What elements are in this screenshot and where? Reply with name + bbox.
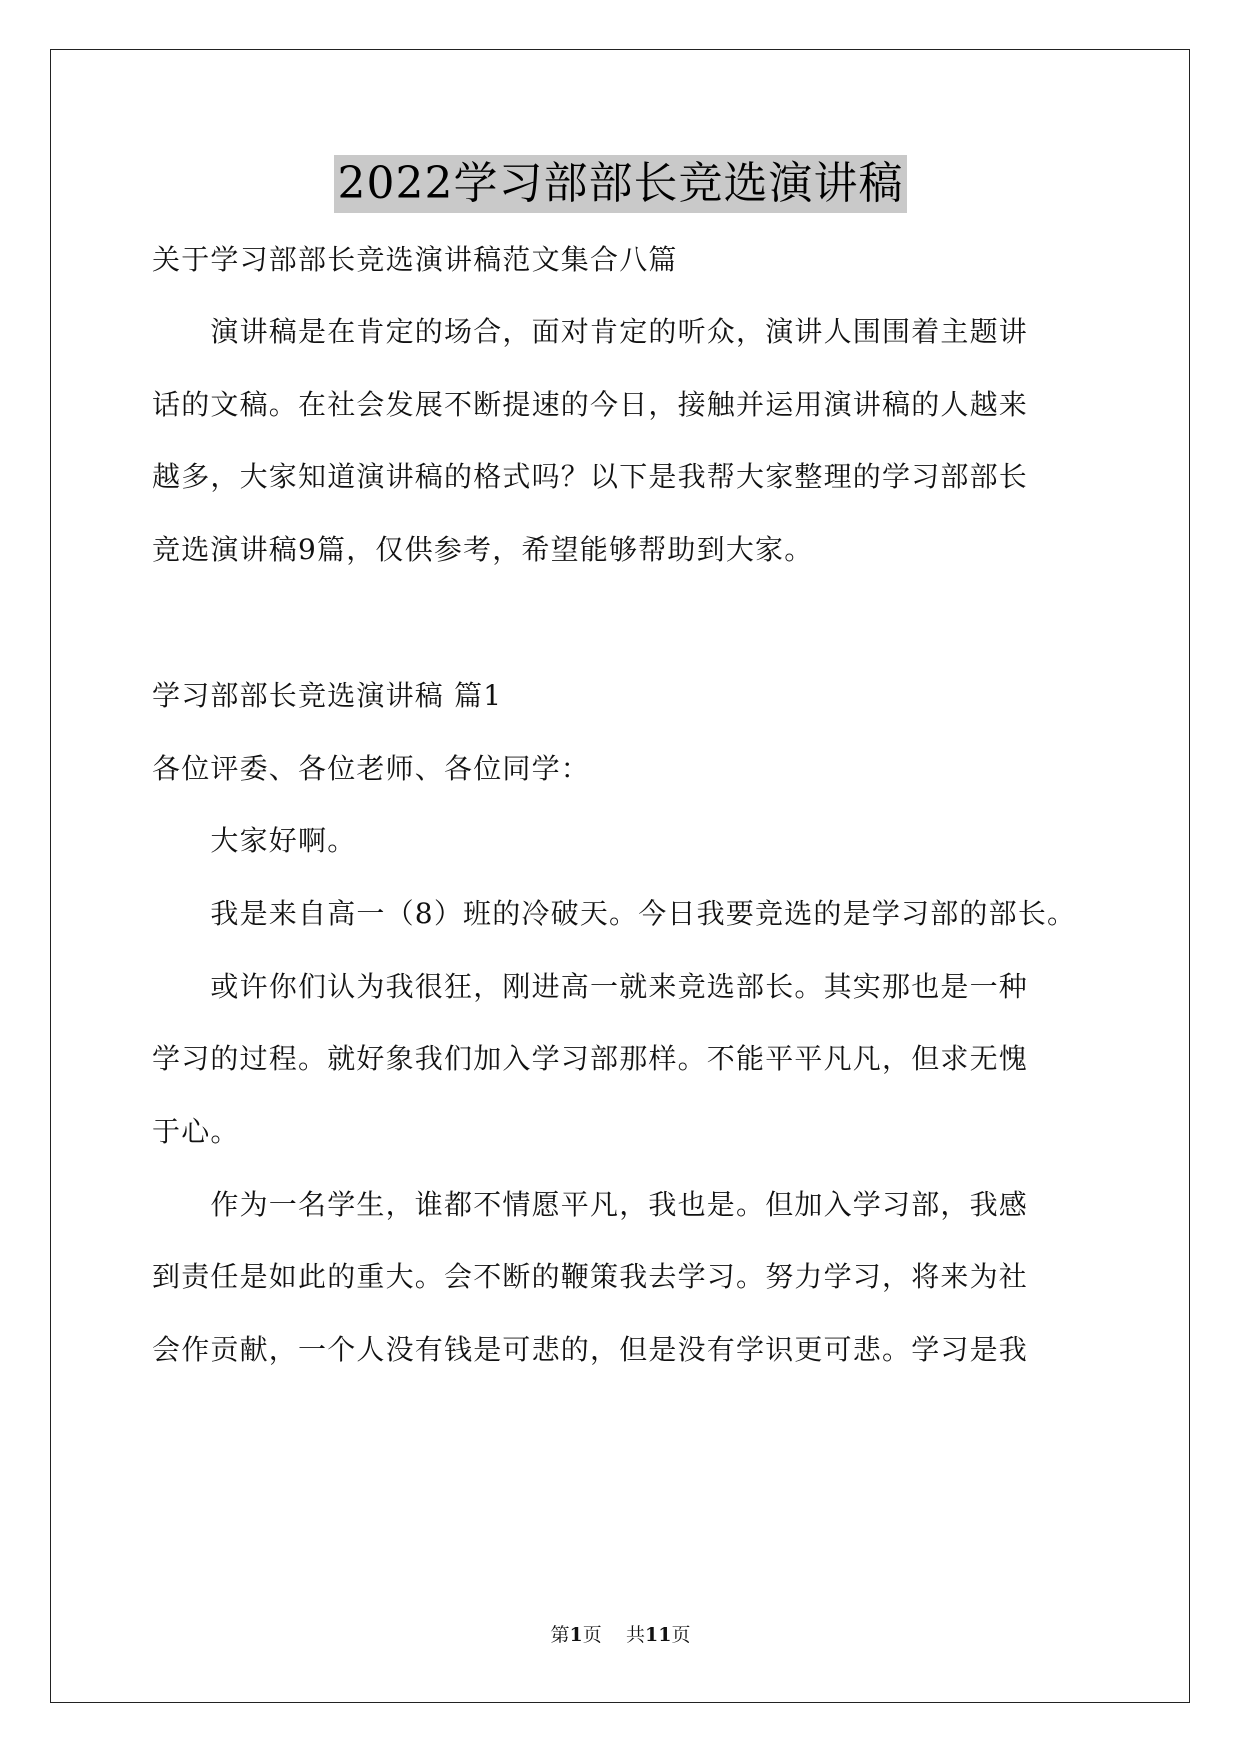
subtitle-line: 关于学习部部长竞选演讲稿范文集合八篇 [152, 243, 678, 276]
section-heading: 学习部部长竞选演讲稿 篇1 [152, 679, 503, 712]
paragraph-line: 到责任是如此的重大。会不断的鞭策我去学习。努力学习，将来为社 [152, 1260, 1029, 1293]
paragraph-line: 大家好啊。 [152, 824, 357, 857]
paragraph-line: 会作贡献，一个人没有钱是可悲的，但是没有学识更可悲。学习是我 [152, 1333, 1029, 1366]
paragraph-line: 于心。 [152, 1115, 240, 1148]
title-container [0, 155, 1241, 213]
total-prefix: 共 [625, 1624, 645, 1646]
paragraph-line: 作为一名学生，谁都不情愿平凡，我也是。但加入学习部，我感 [152, 1188, 1029, 1221]
page-border [50, 49, 1190, 1703]
paragraph-line: 竞选演讲稿9篇，仅供参考，希望能够帮助到大家。 [152, 533, 814, 566]
salutation-line: 各位评委、各位老师、各位同学： [152, 752, 591, 785]
paragraph-line: 话的文稿。在社会发展不断提速的今日，接触并运用演讲稿的人越来 [152, 388, 1029, 421]
paragraph-line: 或许你们认为我很狂，刚进高一就来竞选部长。其实那也是一种 [152, 970, 1029, 1003]
paragraph-line: 越多，大家知道演讲稿的格式吗？以下是我帮大家整理的学习部部长 [152, 460, 1029, 493]
page-suffix: 页 [582, 1624, 602, 1646]
page-total-number: 11 [644, 1624, 672, 1646]
paragraph-line: 演讲稿是在肯定的场合，面对肯定的听众，演讲人围围着主题讲 [152, 315, 1029, 348]
page-current-number: 1 [569, 1624, 583, 1646]
page-footer [0, 1622, 1241, 1648]
paragraph-line: 我是来自高一（8）班的冷破天。今日我要竞选的是学习部的部长。 [152, 897, 1077, 930]
total-suffix: 页 [671, 1624, 691, 1646]
document-title: 2022学习部部长竞选演讲稿 [334, 155, 908, 213]
paragraph-line: 学习的过程。就好象我们加入学习部那样。不能平平凡凡，但求无愧 [152, 1042, 1029, 1075]
page-prefix: 第 [550, 1624, 570, 1646]
